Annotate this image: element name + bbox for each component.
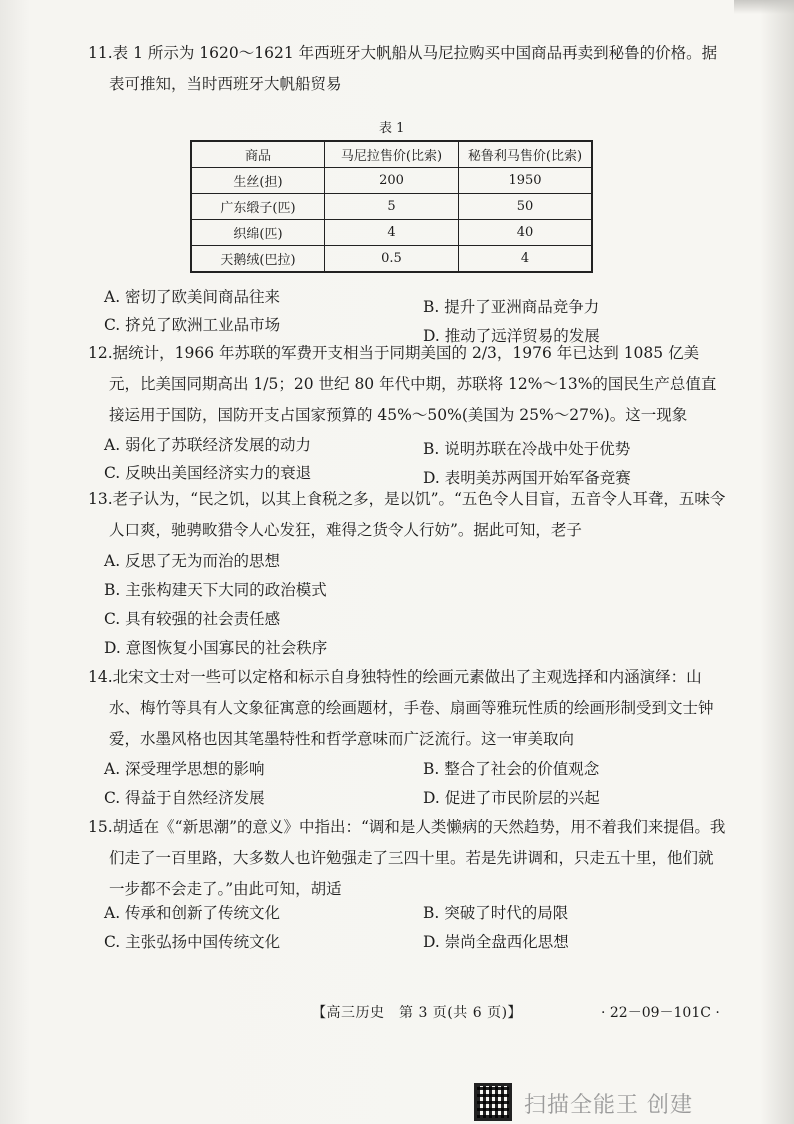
q15-option-c: C. 主张弘扬中国传统文化 xyxy=(104,933,281,951)
qr-code-icon xyxy=(474,1083,512,1121)
q11-option-b: B. 提升了亚洲商品竞争力 xyxy=(423,298,600,316)
q12-option-d: D. 表明美苏两国开始军备竞赛 xyxy=(423,469,631,487)
question-14-stem: 14.北宋文士对一些可以定格和标示自身独特性的绘画元素做出了主观选择和内涵演绎：山水、梅竹等具有人文象征寓意的绘画题材，手卷、扇画等雅玩性质的绘画形制受到文士钟爱，水墨风格也因其笔墨特性和哲学意味而广泛流行。这一审美取向 xyxy=(88,668,714,748)
question-13 xyxy=(88,484,728,546)
question-15 xyxy=(88,812,728,905)
q15-option-b: B. 突破了时代的局限 xyxy=(423,904,569,922)
q13-option-c: C. 具有较强的社会责任感 xyxy=(104,610,281,628)
footer-page-info: 【高三历史 第 3 页(共 6 页)】 xyxy=(312,1005,523,1021)
table-cell: 4 xyxy=(459,246,593,273)
q14-option-c: C. 得益于自然经济发展 xyxy=(104,789,265,807)
table-cell: 广东缎子(匹) xyxy=(191,194,325,220)
q12-option-b: B. 说明苏联在冷战中处于优势 xyxy=(423,440,631,458)
q14-option-a: A. 深受理学思想的影响 xyxy=(104,760,265,778)
table-row xyxy=(191,194,592,220)
q11-option-c: C. 挤兑了欧洲工业品市场 xyxy=(104,316,281,334)
q14-option-b: B. 整合了社会的价值观念 xyxy=(423,760,600,778)
table-cell: 天鹅绒(巴拉) xyxy=(191,246,325,273)
table-row xyxy=(191,246,592,273)
table-row xyxy=(191,168,592,194)
table-header: 马尼拉售价(比索) xyxy=(325,141,459,168)
table-header: 商品 xyxy=(191,141,325,168)
price-table xyxy=(190,140,593,273)
table-cell: 5 xyxy=(325,194,459,220)
question-15-stem: 15.胡适在《“新思潮”的意义》中指出：“调和是人类懒病的天然趋势，用不着我们来提倡。我们走了一百里路，大多数人也许勉强走了三四十里。若是先讲调和，只走五十里，他们就一步都不会走了。”由此可知，胡适 xyxy=(88,818,726,898)
scan-shadow xyxy=(734,0,794,14)
table-cell: 4 xyxy=(325,220,459,246)
question-14 xyxy=(88,662,728,755)
q15-option-d: D. 崇尚全盘西化思想 xyxy=(423,933,569,951)
q14-option-d: D. 促进了市民阶层的兴起 xyxy=(423,789,600,807)
q13-option-a: A. 反思了无为而治的思想 xyxy=(104,552,281,570)
table-cell: 1950 xyxy=(459,168,593,194)
q12-option-a: A. 弱化了苏联经济发展的动力 xyxy=(104,436,312,454)
scanner-watermark: 扫描全能王 创建 xyxy=(524,1093,693,1118)
table-cell: 200 xyxy=(325,168,459,194)
question-11-stem: 11.表 1 所示为 1620～1621 年西班牙大帆船从马尼拉购买中国商品再卖到秘鲁的价格。据表可推知，当时西班牙大帆船贸易 xyxy=(88,44,718,93)
q11-option-a: A. 密切了欧美间商品往来 xyxy=(104,288,281,306)
question-12 xyxy=(88,338,728,431)
q11-option-d: D. 推动了远洋贸易的发展 xyxy=(423,327,600,345)
table-cell: 40 xyxy=(459,220,593,246)
table-caption: 表 1 xyxy=(379,121,405,136)
footer-code: · 22－09－101C · xyxy=(601,1005,720,1021)
question-12-stem: 12.据统计，1966 年苏联的军费开支相当于同期美国的 2/3，1976 年已达到 1085 亿美元，比美国同期高出 1/5；20 世纪 80 年代中期，苏联将 12%～13%的国民生产总值直接运用于国防，国防开支占国家预算的 45%～50%(美国为 25%～27%)。这一现象 xyxy=(88,344,717,424)
table-cell: 50 xyxy=(459,194,593,220)
table-cell: 0.5 xyxy=(325,246,459,273)
question-13-stem: 13.老子认为，“民之饥，以其上食税之多，是以饥”。“五色令人目盲，五音令人耳聋，五味令人口爽，驰骋畋猎令人心发狂，难得之货令人行妨”。据此可知，老子 xyxy=(88,490,726,539)
table-cell: 生丝(担) xyxy=(191,168,325,194)
q12-option-c: C. 反映出美国经济实力的衰退 xyxy=(104,464,312,482)
table-row xyxy=(191,220,592,246)
table-header-row xyxy=(191,141,592,168)
q13-option-d: D. 意图恢复小国寡民的社会秩序 xyxy=(104,639,328,657)
table-header: 秘鲁利马售价(比索) xyxy=(459,141,593,168)
q15-option-a: A. 传承和创新了传统文化 xyxy=(104,904,281,922)
q13-option-b: B. 主张构建天下大同的政治模式 xyxy=(104,581,327,599)
question-11 xyxy=(88,38,728,100)
table-cell: 织绵(匹) xyxy=(191,220,325,246)
